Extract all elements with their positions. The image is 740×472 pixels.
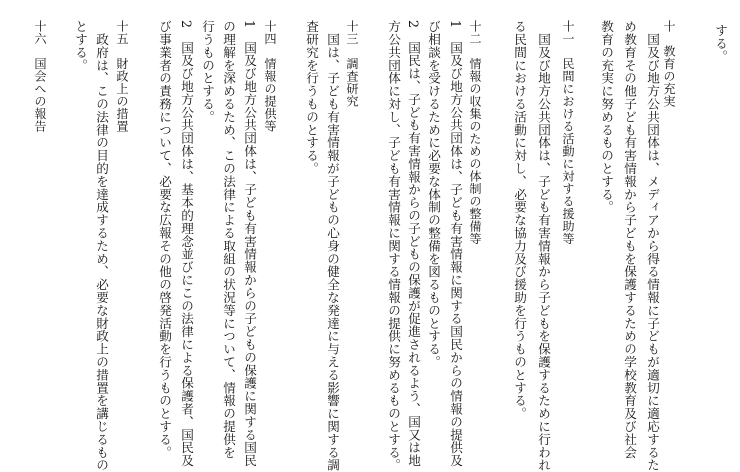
text-column-17: び事業者の責務について、必要な広報その他の啓発活動を行うものとする。 [157,20,172,459]
section-heading-16: 十六 国会への報告 [33,20,47,133]
text-column-2: 国及び地方公共団体は、メディアから得る情報に子どもが適切に適応するた [645,20,660,472]
section-heading-11: 十一 民間における活動に対する援助等 [561,20,575,245]
text-column-8: び相談を受けるために必要な体制の整備を図るものとする。 [426,20,441,369]
text-column-5: 国及び地方公共団体は、子ども有害情報から子どもを保護するために行われ [536,20,551,472]
text-column-13: 1 国及び地方公共団体は、子ども有害情報からの子どもの保護に関する国民 [242,20,257,467]
text-column-16: 2 国及び地方公共団体は、基本的理念並びにこの法律による保護者、国民及 [179,20,194,467]
text-column-10: 方公共団体に対し、子ども有害情報に関する情報の提供に努めるものとする。 [386,20,401,472]
text-column-9: 2 国民は、子ども有害情報からの子どもの保護が促進されるよう、国又は地 [406,20,421,467]
text-column-14: の理解を深めるため、この法律による取組の状況等について、情報の提供を [221,20,236,459]
text-column-7: 1 国及び地方公共団体は、子ども有害情報に関する国民からの情報の提供及 [448,20,463,467]
text-column-1: する。 [713,24,728,63]
text-column-11: 国は、子ども有害情報が子どもの心身の健全な発達に与える影響に関する調 [325,20,340,472]
section-heading-10: 十 教育の充実 [662,20,676,108]
text-column-3: め教育その他子ども有害情報から子どもを保護するための学校教育及び社会 [622,20,637,459]
section-heading-14: 十四 情報の提供等 [263,20,277,133]
text-column-19: とする。 [73,20,88,72]
text-column-15: 行うものとする。 [200,20,215,124]
section-heading-15: 十五 財政上の措置 [115,20,129,133]
text-column-18: 政府は、この法律の目的を達成するため、必要な財政上の措置を講じるもの [94,20,109,472]
text-column-6: る民間における活動に対し、必要な協力及び援助を行うものとする。 [512,20,527,420]
section-heading-13: 十三 調査研究 [345,20,359,108]
section-heading-12: 十二 情報の収集のための体制の整備等 [468,20,482,245]
text-column-4: 教育の充実に努めるものとする。 [599,20,614,214]
text-column-12: 査研究を行うものとする。 [304,20,319,175]
